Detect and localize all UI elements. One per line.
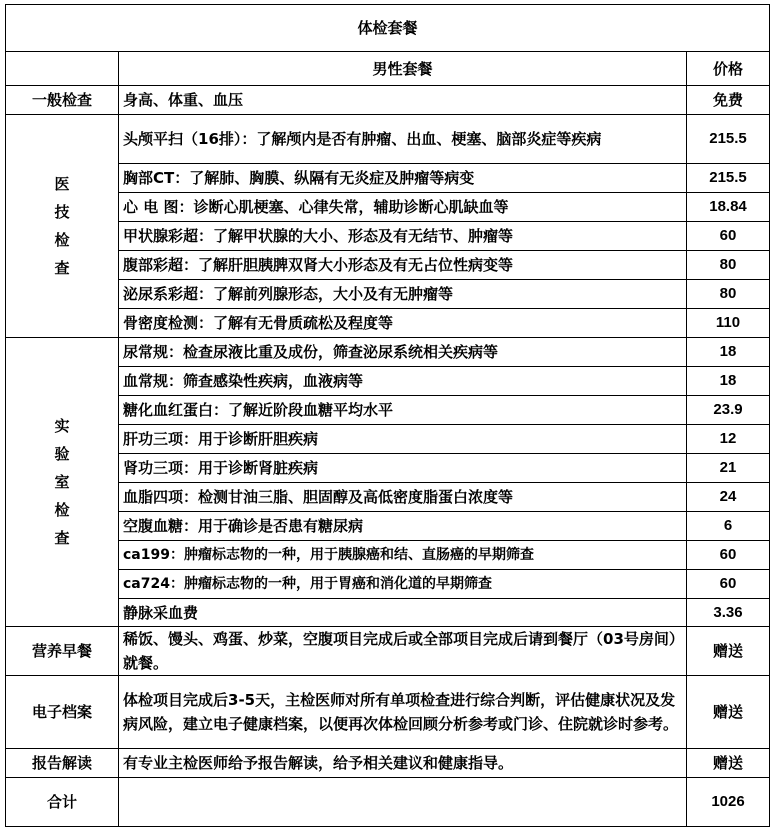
total-label: 合计 xyxy=(6,778,119,827)
lab-price-ca199: 60 xyxy=(687,541,770,570)
lab-item-blood: 血常规：筛查感染性疾病，血液病等 xyxy=(119,367,687,396)
general-item: 身高、体重、血压 xyxy=(119,86,687,115)
lab-item-hba1c: 糖化血红蛋白：了解近阶段血糖平均水平 xyxy=(119,396,687,425)
medical-item-abdomen: 腹部彩超：了解肝胆胰脾双肾大小形态及有无占位性病变等 xyxy=(119,251,687,280)
lab-item-kidney: 肾功三项：用于诊断肾脏疾病 xyxy=(119,454,687,483)
lab-price-blood: 18 xyxy=(687,367,770,396)
breakfast-price: 赠送 xyxy=(687,627,770,676)
header-blank-cell xyxy=(6,52,119,86)
category-lab: 实 验 室 检 查 xyxy=(6,338,119,627)
medical-item-bone-density: 骨密度检测：了解有无骨质疏松及程度等 xyxy=(119,309,687,338)
lab-item-liver: 肝功三项：用于诊断肝胆疾病 xyxy=(119,425,687,454)
lab-item-glucose: 空腹血糖：用于确诊是否患有糖尿病 xyxy=(119,512,687,541)
table-title: 体检套餐 xyxy=(6,5,770,52)
lab-price-hba1c: 23.9 xyxy=(687,396,770,425)
lab-item-lipids: 血脂四项：检测甘油三脂、胆固醇及高低密度脂蛋白浓度等 xyxy=(119,483,687,512)
total-value: 1026 xyxy=(687,778,770,827)
medical-price-thyroid: 60 xyxy=(687,222,770,251)
category-general: 一般检查 xyxy=(6,86,119,115)
category-ehr: 电子档案 xyxy=(6,676,119,749)
general-price: 免费 xyxy=(687,86,770,115)
category-breakfast: 营养早餐 xyxy=(6,627,119,676)
medical-item-chest-ct: 胸部CT：了解肺、胸膜、纵隔有无炎症及肿瘤等病变 xyxy=(119,164,687,193)
ehr-price: 赠送 xyxy=(687,676,770,749)
medical-price-abdomen: 80 xyxy=(687,251,770,280)
lab-item-ca199: ca199：肿瘤标志物的一种，用于胰腺癌和结、直肠癌的早期筛查 xyxy=(119,541,687,570)
lab-item-urine: 尿常规：检查尿液比重及成份，筛查泌尿系统相关疾病等 xyxy=(119,338,687,367)
category-medical: 医 技 检 查 xyxy=(6,115,119,338)
medical-item-thyroid: 甲状腺彩超：了解甲状腺的大小、形态及有无结节、肿瘤等 xyxy=(119,222,687,251)
ehr-item: 体检项目完成后3-5天，主检医师对所有单项检查进行综合判断，评估健康状况及发病风险，建立电子健康档案，以便再次体检回顾分析参考或门诊、住院就诊时参考。 xyxy=(119,676,687,749)
header-price: 价格 xyxy=(687,52,770,86)
lab-price-kidney: 21 xyxy=(687,454,770,483)
lab-price-blood-draw: 3.36 xyxy=(687,599,770,627)
lab-item-blood-draw: 静脉采血费 xyxy=(119,599,687,627)
lab-item-ca724: ca724：肿瘤标志物的一种，用于胃癌和消化道的早期筛查 xyxy=(119,570,687,599)
medical-price-urinary: 80 xyxy=(687,280,770,309)
medical-price-chest-ct: 215.5 xyxy=(687,164,770,193)
medical-item-urinary: 泌尿系彩超：了解前列腺形态，大小及有无肿瘤等 xyxy=(119,280,687,309)
lab-price-liver: 12 xyxy=(687,425,770,454)
package-table xyxy=(5,4,770,827)
lab-price-glucose: 6 xyxy=(687,512,770,541)
medical-item-head-ct: 头颅平扫（16排）：了解颅内是否有肿瘤、出血、梗塞、脑部炎症等疾病 xyxy=(119,115,687,164)
lab-price-urine: 18 xyxy=(687,338,770,367)
report-price: 赠送 xyxy=(687,749,770,778)
medical-price-bone-density: 110 xyxy=(687,309,770,338)
lab-price-lipids: 24 xyxy=(687,483,770,512)
category-report: 报告解读 xyxy=(6,749,119,778)
medical-item-ecg: 心 电 图：诊断心肌梗塞、心律失常，辅助诊断心肌缺血等 xyxy=(119,193,687,222)
medical-price-head-ct: 215.5 xyxy=(687,115,770,164)
medical-price-ecg: 18.84 xyxy=(687,193,770,222)
report-item: 有专业主检医师给予报告解读，给予相关建议和健康指导。 xyxy=(119,749,687,778)
lab-price-ca724: 60 xyxy=(687,570,770,599)
breakfast-item: 稀饭、馒头、鸡蛋、炒菜，空腹项目完成后或全部项目完成后请到餐厅（03号房间）就餐。 xyxy=(119,627,687,676)
total-blank-cell xyxy=(119,778,687,827)
header-package: 男性套餐 xyxy=(119,52,687,86)
